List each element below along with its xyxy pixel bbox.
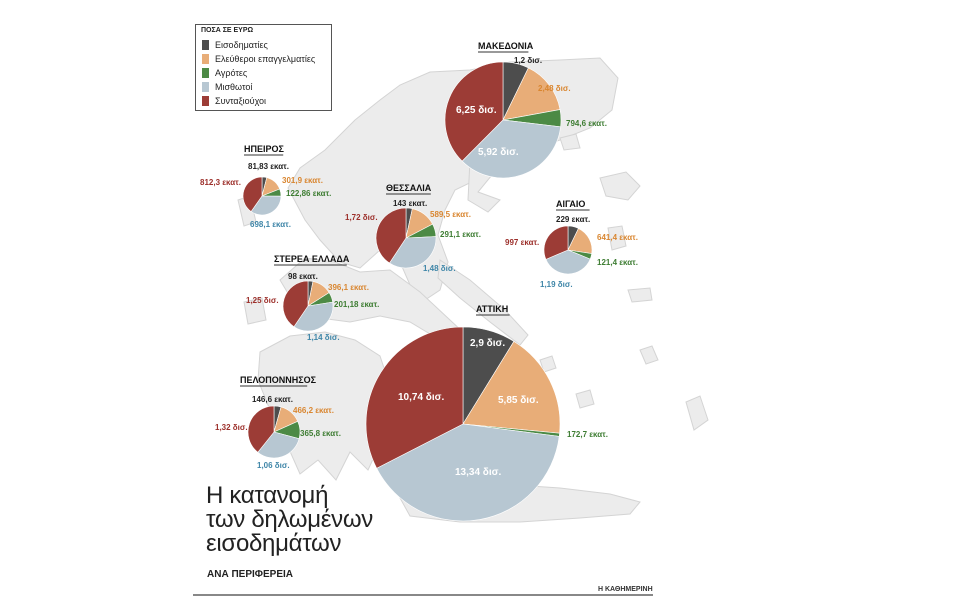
legend <box>195 24 332 111</box>
data-label: 2,9 δισ. <box>470 338 506 349</box>
data-label: 121,4 εκατ. <box>597 258 638 267</box>
data-label: 172,7 εκατ. <box>567 430 608 439</box>
data-label: 10,74 δισ. <box>398 392 445 403</box>
data-label: 997 εκατ. <box>505 238 540 247</box>
headline-line: των δηλωμένων <box>206 506 373 533</box>
legend-label: Αγρότες <box>215 68 248 78</box>
credit: Η ΚΑΘΗΜΕΡΙΝΗ <box>598 586 653 593</box>
data-label: 5,85 δισ. <box>498 395 539 406</box>
legend-item <box>202 67 247 79</box>
data-label: 812,3 εκατ. <box>200 178 241 187</box>
data-label: 301,9 εκατ. <box>282 176 323 185</box>
data-label: 98 εκατ. <box>288 272 318 281</box>
data-label: 81,83 εκατ. <box>248 162 289 171</box>
legend-label: Συνταξιούχοι <box>215 96 267 106</box>
headline-line: εισοδημάτων <box>206 530 342 557</box>
data-label: 143 εκατ. <box>393 199 428 208</box>
legend-title: ΠΟΣΑ ΣΕ ΕΥΡΩ <box>201 27 254 34</box>
lesvos <box>600 172 640 200</box>
region-title: ΠΕΛΟΠΟΝΝΗΣΟΣ <box>240 375 317 385</box>
legend-item <box>202 53 315 65</box>
legend-swatch <box>202 40 209 50</box>
headline-line: Η κατανομή <box>206 482 329 509</box>
samos <box>628 288 652 302</box>
data-label: 1,25 δισ. <box>246 296 279 305</box>
dodecanese <box>640 346 658 364</box>
data-label: 229 εκατ. <box>556 215 591 224</box>
data-label: 1,14 δισ. <box>307 333 340 342</box>
region-title: ΣΤΕΡΕΑ ΕΛΛΑΔΑ <box>274 254 350 264</box>
data-label: 1,48 δισ. <box>423 264 456 273</box>
pie-group <box>366 304 608 521</box>
data-label: 641,4 εκατ. <box>597 233 638 242</box>
subtitle: ΑΝΑ ΠΕΡΙΦΕΡΕΙΑ <box>207 569 294 580</box>
region-title: ΗΠΕΙΡΟΣ <box>244 144 284 154</box>
data-label: 6,25 δισ. <box>456 105 497 116</box>
data-label: 1,72 δισ. <box>345 213 378 222</box>
region-title: ΑΙΓΑΙΟ <box>556 199 586 209</box>
rhodes <box>686 396 708 430</box>
data-label: 5,92 δισ. <box>478 147 519 158</box>
data-label: 698,1 εκατ. <box>250 220 291 229</box>
legend-swatch <box>202 68 209 78</box>
data-label: 1,32 δισ. <box>215 423 248 432</box>
data-label: 794,6 εκατ. <box>566 119 607 128</box>
region-title: ΜΑΚΕΔΟΝΙΑ <box>478 41 534 51</box>
data-label: 2,48 δισ. <box>538 84 571 93</box>
data-label: 589,5 εκατ. <box>430 210 471 219</box>
divider <box>193 594 653 596</box>
data-label: 466,2 εκατ. <box>293 406 334 415</box>
data-label: 122,86 εκατ. <box>286 189 332 198</box>
legend-swatch <box>202 54 209 64</box>
legend-swatch <box>202 96 209 106</box>
cyclades-2 <box>576 390 594 408</box>
legend-item <box>202 81 252 93</box>
legend-label: Ελεύθεροι επαγγελματίες <box>215 54 316 64</box>
data-label: 1,19 δισ. <box>540 280 573 289</box>
legend-item <box>202 39 268 51</box>
data-label: 1,2 δισ. <box>514 56 543 65</box>
legend-label: Εισοδηματίες <box>215 40 268 50</box>
data-label: 1,06 δισ. <box>257 461 290 470</box>
data-label: 201,18 εκατ. <box>334 300 380 309</box>
region-title: ΘΕΣΣΑΛΙΑ <box>386 183 432 193</box>
data-label: 291,1 εκατ. <box>440 230 481 239</box>
legend-item <box>202 95 266 107</box>
legend-swatch <box>202 82 209 92</box>
data-label: 396,1 εκατ. <box>328 283 369 292</box>
headline <box>206 484 373 556</box>
legend-label: Μισθωτοί <box>215 82 253 92</box>
region-title: ΑΤΤΙΚΗ <box>476 304 509 314</box>
data-label: 146,6 εκατ. <box>252 395 293 404</box>
data-label: 365,8 εκατ. <box>300 429 341 438</box>
data-label: 13,34 δισ. <box>455 467 502 478</box>
